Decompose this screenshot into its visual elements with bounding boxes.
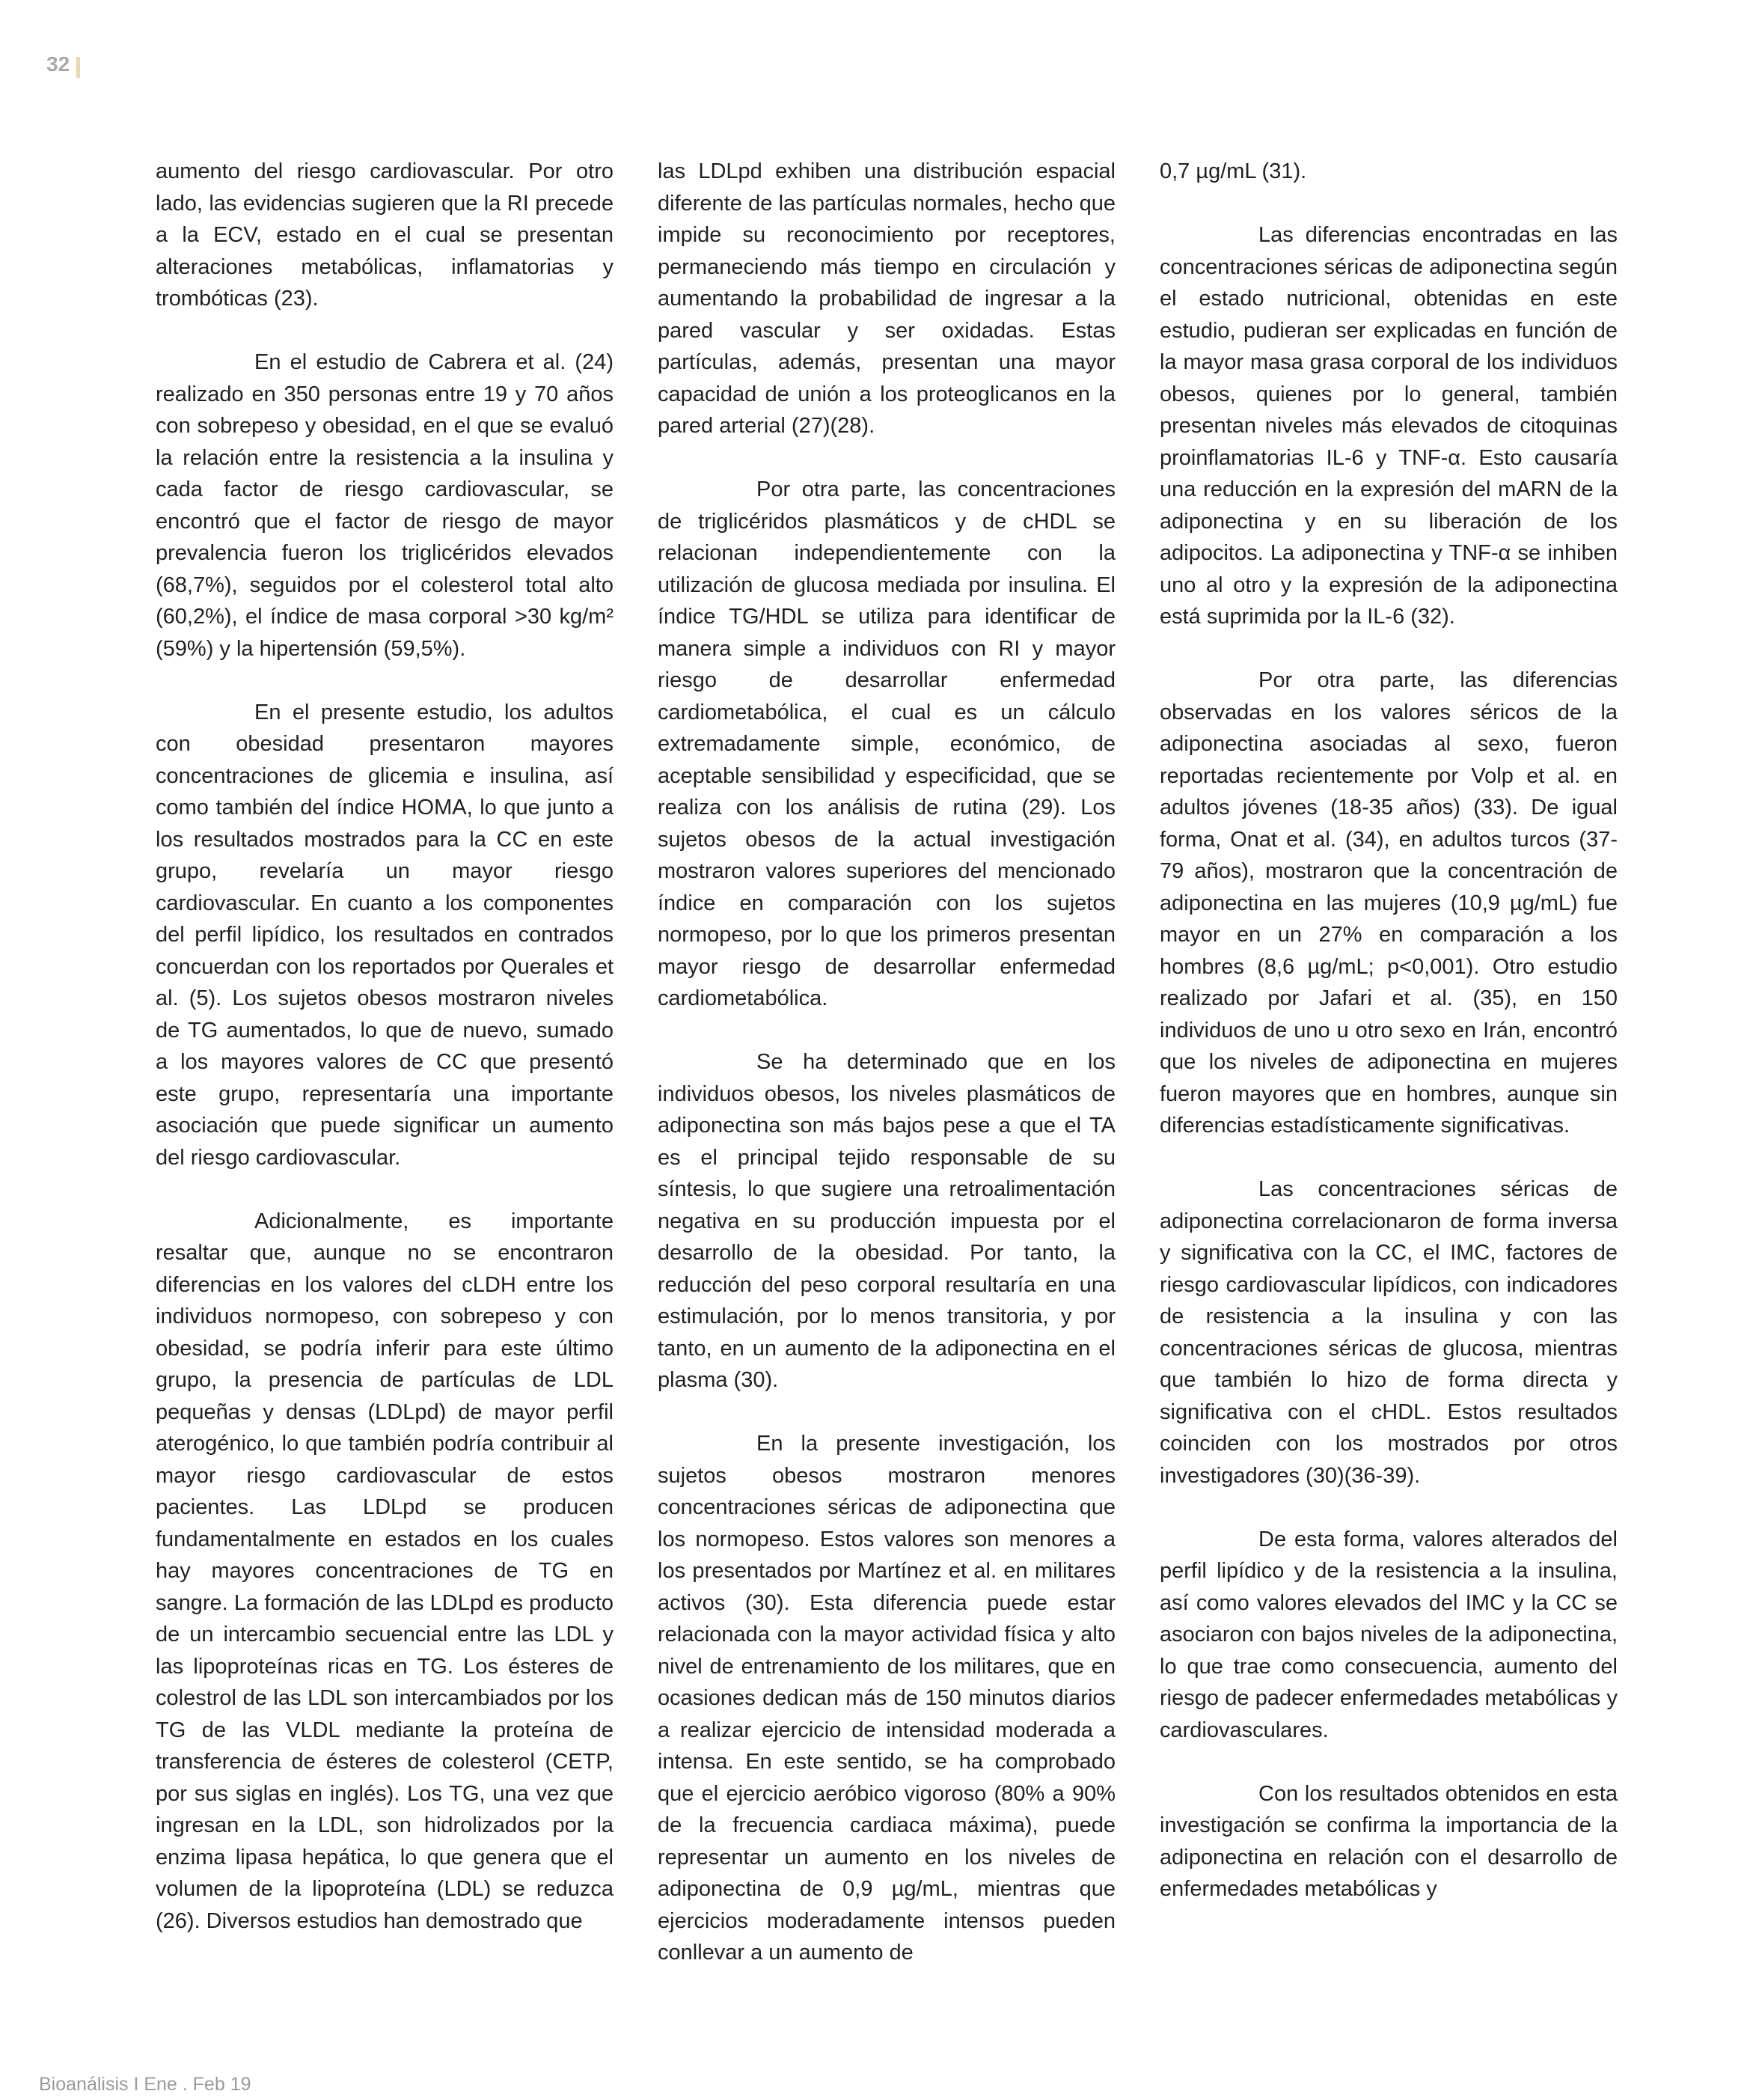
paragraph: Con los resultados obtenidos en esta investigación se confirma la importancia de la adiponectina en relación con el desarrollo de enfermedades metabólicas y — [1160, 1781, 1618, 1901]
paragraph: Adicionalmente, es importante resaltar que, aunque no se encontraron diferencias en los valores del cLDH entre los individuos normopeso, con sobrepeso y con obesidad, se podría inferir para este último grupo, la presencia de partículas de LDL pequeñas y densas (LDLpd) de mayor perfil aterogénico, lo que también podría contribuir al mayor riesgo cardiovascular de estos pacientes. Las LDLpd se producen fundamentalmente en estados en los cuales hay mayores concentraciones de TG en sangre. La formación de las LDLpd es producto de un intercambio secuencial entre las LDL y las lipoproteínas ricas en TG. Los ésteres de colestrol de las LDL son intercambiados por los TG de las VLDL mediante la proteína de transferencia de ésteres de colesterol (CETP, por sus siglas en inglés). Los TG, una vez que ingresan en la LDL, son hidrolizados por la enzima lipasa hepática, lo que genera que el volumen de la lipoproteína (LDL) se reduzca (26). Diversos estudios han demostrado que — [156, 1209, 614, 1933]
paragraph: las LDLpd exhiben una distribución espacial diferente de las partículas normales, hecho que impide su reconocimiento por receptores, permaneciendo más tiempo en circulación y aumentando la probabilidad de ingresar a la pared vascular y ser oxidadas. Estas partículas, además, presentan una mayor capacidad de unión a los proteoglicanos en la pared arterial (27)(28). — [658, 159, 1116, 438]
paragraph: Se ha determinado que en los individuos obesos, los niveles plasmáticos de adiponectina son más bajos pese a que el TA es el principal tejido responsable de su síntesis, lo que sugiere una retroalimentación negativa en su producción impuesta por el desarrollo de la obesidad. Por tanto, la reducción del peso corporal resultaría en una estimulación, por lo menos transitoria, y por tanto, en un aumento de la adiponectina en el plasma (30). — [658, 1050, 1116, 1392]
paragraph: Las concentraciones séricas de adiponectina correlacionaron de forma inversa y significativa con la CC, el IMC, factores de riesgo cardiovascular lipídicos, con indicadores de resistencia a la insulina y con las concentraciones séricas de glucosa, mientras que también lo hizo de forma directa y significativa con el cHDL. Estos resultados coinciden con los mostrados por otros investigadores (30)(36-39). — [1160, 1177, 1618, 1488]
paragraph: En el estudio de Cabrera et al. (24) realizado en 350 personas entre 19 y 70 años con sobrepeso y obesidad, en el que se evaluó la relación entre la resistencia a la insulina y cada factor de riesgo cardiovascular, se encontró que el factor de riesgo de mayor prevalencia fueron los triglicéridos elevados (68,7%), seguidos por el colesterol total alto (60,2%), el índice de masa corporal >30 kg/m² (59%) y la hipertensión (59,5%). — [156, 350, 614, 661]
paragraph: En el presente estudio, los adultos con obesidad presentaron mayores concentraciones de glicemia e insulina, así como también del índice HOMA, lo que junto a los resultados mostrados para la CC en este grupo, revelaría un mayor riesgo cardiovascular. En cuanto a los componentes del perfil lipídico, los resultados en contrados concuerdan con los reportados por Querales et al. (5). Los sujetos obesos mostraron niveles de TG aumentados, lo que de nuevo, sumado a los mayores valores de CC que presentó este grupo, representaría una importante asociación que puede significar un aumento del riesgo cardiovascular. — [156, 700, 614, 1170]
text-column-3 — [1160, 156, 1618, 1937]
paragraph: En la presente investigación, los sujetos obesos mostraron menores concentraciones séricas de adiponectina que los normopeso. Estos valores son menores a los presentados por Martínez et al. en militares activos (30). Esta diferencia puede estar relacionada con la mayor actividad física y alto nivel de entrenamiento de los militares, que en ocasiones dedican más de 150 minutos diarios a realizar ejercicio de intensidad moderada a intensa. En este sentido, se ha comprobado que el ejercicio aeróbico vigoroso (80% a 90% de la frecuencia cardiaca máxima), puede representar un aumento en los niveles de adiponectina de 0,9 µg/mL, mientras que ejercicios moderadamente intensos pueden conllevar a un aumento de — [658, 1432, 1116, 1965]
paragraph: Por otra parte, las concentraciones de triglicéridos plasmáticos y de cHDL se relacionan independientemente con la utilización de glucosa mediada por insulina. El índice TG/HDL se utiliza para identificar de manera simple a individuos con RI y mayor riesgo de desarrollar enfermedad cardiometabólica, el cual es un cálculo extremadamente simple, económico, de aceptable sensibilidad y especificidad, que se realiza con los análisis de rutina (29). Los sujetos obesos de la actual investigación mostraron valores superiores del mencionado índice en comparación con los sujetos normopeso, por lo que los primeros presentan mayor riesgo de desarrollar enfermedad cardiometabólica. — [658, 477, 1116, 1010]
paragraph: De esta forma, valores alterados del perfil lipídico y de la resistencia a la insulina, así como valores elevados del IMC y la CC se asociaron con bajos niveles de la adiponectina, lo que trae como consecuencia, aumento del riesgo de padecer enfermedades metabólicas y cardiovasculares. — [1160, 1527, 1618, 1742]
paragraph: 0,7 µg/mL (31). — [1160, 159, 1307, 183]
text-column-1 — [156, 156, 614, 1969]
footer-journal-info: Bioanálisis I Ene . Feb 19 — [39, 2074, 251, 2095]
paragraph: Las diferencias encontradas en las concentraciones séricas de adiponectina según el estado nutricional, obtenidas en este estudio, pudieran ser explicadas en función de la mayor masa grasa corporal de los individuos obesos, quienes por lo general, también presentan niveles más elevados de citoquinas proinflamatorias IL-6 y TNF-α. Esto causaría una reducción en la expresión del mARN de la adiponectina y en su liberación de los adipocitos. La adiponectina y TNF-α se inhiben uno al otro y la expresión de la adiponectina está suprimida por la IL-6 (32). — [1160, 223, 1618, 629]
paragraph: Por otra parte, las diferencias observadas en los valores séricos de la adiponectina asociadas al sexo, fueron reportadas recientemente por Volp et al. en adultos jóvenes (18-35 años) (33). De igual forma, Onat et al. (34), en adultos turcos (37-79 años), mostraron que la concentración de adiponectina en las mujeres (10,9 µg/mL) fue mayor en un 27% en comparación a los hombres (8,6 µg/mL; p<0,001). Otro estudio realizado por Jafari et al. (35), en 150 individuos de uno u otro sexo en Irán, encontró que los niveles de adiponectina en mujeres fueron mayores que en hombres, aunque sin diferencias estadísticamente significativas. — [1160, 668, 1618, 1138]
paragraph: aumento del riesgo cardiovascular. Por otro lado, las evidencias sugieren que la RI precede a la ECV, estado en el cual se presentan alteraciones metabólicas, inflamatorias y trombóticas (23). — [156, 159, 614, 311]
page-number: 32 — [46, 52, 70, 76]
page-number-accent — [76, 57, 80, 78]
text-column-2 — [658, 156, 1116, 2000]
